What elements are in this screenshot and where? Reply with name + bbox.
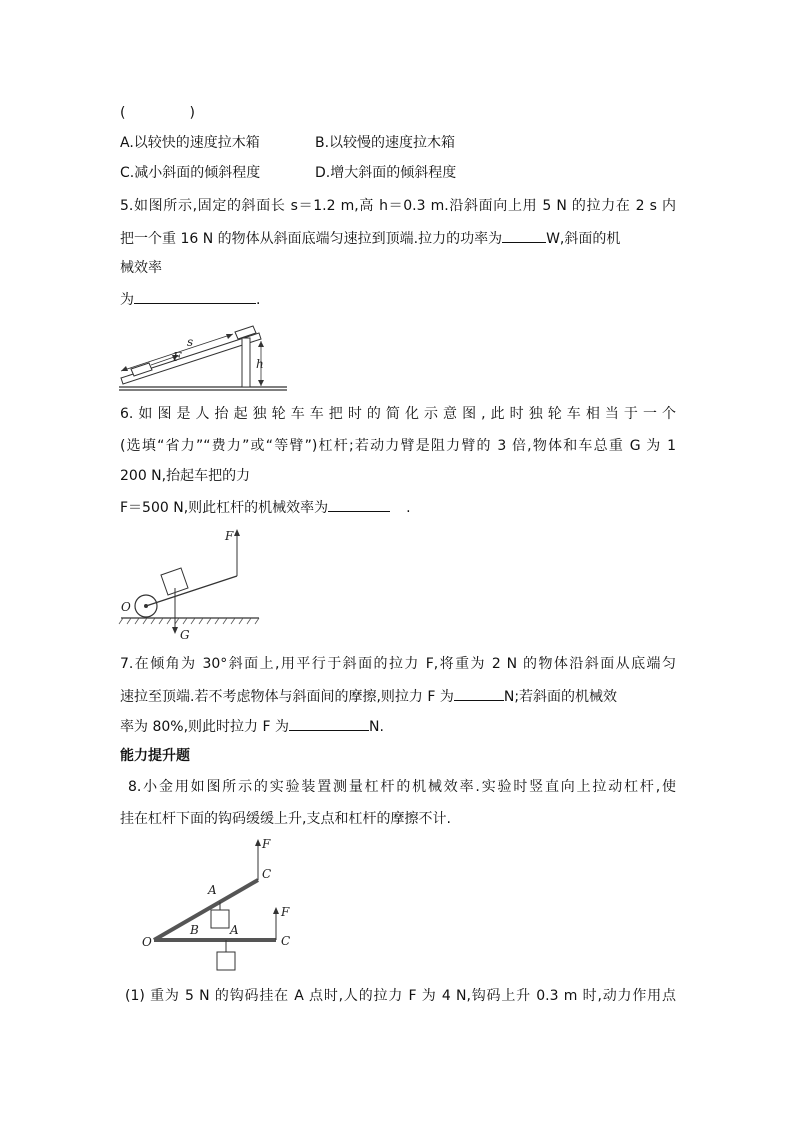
lever-arm xyxy=(146,576,237,606)
option-c: C.减小斜面的倾斜程度 xyxy=(120,165,261,181)
q7-line-3 xyxy=(120,716,384,737)
label-c-upper: C xyxy=(262,867,272,881)
q5-text-b: W,斜面的机 xyxy=(546,231,621,247)
q5-line-4 xyxy=(120,289,260,310)
q6-line-1: 6.如图是人抬起独轮车车把时的简化示意图,此时独轮车相当于一个 xyxy=(120,406,676,422)
label-f: F xyxy=(173,350,182,364)
q5-line-2 xyxy=(120,228,620,249)
q7-line-2 xyxy=(120,686,617,707)
incline-figure xyxy=(115,316,295,394)
label-b: B xyxy=(190,923,199,937)
q4-options-row-1 xyxy=(120,133,260,153)
option-d: D.增大斜面的倾斜程度 xyxy=(315,165,457,181)
answer-blank xyxy=(134,289,256,304)
q4-answer-bracket xyxy=(120,103,195,123)
label-o: O xyxy=(142,935,152,949)
q5-text-a: 把一个重 16 N 的物体从斜面底端匀速拉到顶端.拉力的功率为 xyxy=(120,231,503,247)
wheelbarrow-figure xyxy=(117,526,267,644)
q7-text-c: 率为 80%,则此时拉力 F 为 xyxy=(120,719,289,735)
label-c-lower: C xyxy=(281,934,291,948)
q7-line-1: 7.在倾角为 30°斜面上,用平行于斜面的拉力 F,将重为 2 N 的物体沿斜面从底端匀 xyxy=(120,656,676,672)
label-f: F xyxy=(225,529,234,543)
answer-blank xyxy=(289,716,369,731)
q4-options-row-2 xyxy=(120,163,260,183)
answer-blank xyxy=(502,228,546,243)
label-h: h xyxy=(256,357,264,371)
q8-line-1: 8.小金用如图所示的实验装置测量杠杆的机械效率.实验时竖直向上拉动杠杆,使 xyxy=(128,779,676,795)
option-a: A.以较快的速度拉木箱 xyxy=(120,135,260,151)
q4-option-b xyxy=(315,133,455,153)
label-f-upper: F xyxy=(262,837,271,851)
answer-blank xyxy=(454,686,504,701)
bracket-open: ( xyxy=(120,105,126,121)
q5-line-3: 械效率 xyxy=(120,260,162,276)
option-b: B.以较慢的速度拉木箱 xyxy=(315,135,456,151)
lever-experiment-figure xyxy=(140,834,310,976)
q5-line-1: 5.如图所示,固定的斜面长 s＝1.2 m,高 h＝0.3 m.沿斜面向上用 5 N 的拉力在 2 s 内 xyxy=(120,198,676,214)
q6-line-3: 200 N,抬起车把的力 xyxy=(120,468,251,484)
bracket-close: ) xyxy=(189,105,195,121)
answer-blank xyxy=(328,497,390,512)
label-a-lower: A xyxy=(230,923,239,937)
q6-text-a: F＝500 N,则此杠杆的机械效率为 xyxy=(120,500,329,516)
q7-text-b: N;若斜面的机械效 xyxy=(503,689,618,705)
section-title: 能力提升题 xyxy=(120,748,190,764)
weight-lower xyxy=(217,952,235,970)
label-o: O xyxy=(121,600,131,614)
q6-text-b: . xyxy=(406,500,411,516)
label-a-upper: A xyxy=(208,883,217,897)
label-f-lower: F xyxy=(281,905,290,919)
q8-sub-1: (1) 重为 5 N 的钩码挂在 A 点时,人的拉力 F 为 4 N,钩码上升 0.3 m 时,动力作用点 xyxy=(125,988,676,1004)
q6-line-2: (选填“省力”“费力”或“等臂”)杠杆;若动力臂是阻力臂的 3 倍,物体和车总重 G 为 1 xyxy=(120,438,676,454)
label-s: s xyxy=(187,335,194,349)
q6-line-4 xyxy=(120,497,411,518)
support-post xyxy=(242,338,250,387)
q7-text-a: 速拉至顶端.若不考虑物体与斜面间的摩擦,则拉力 F 为 xyxy=(120,689,454,705)
q7-text-d: N. xyxy=(368,719,384,735)
tilted-lever xyxy=(154,880,258,940)
weight-upper xyxy=(211,910,229,928)
q4-option-d xyxy=(315,163,456,183)
q5-text-d: . xyxy=(256,292,261,308)
q5-text-c: 为 xyxy=(120,292,134,308)
label-g: G xyxy=(180,628,190,642)
q8-line-2: 挂在杠杆下面的钩码缓缓上升,支点和杠杆的摩擦不计. xyxy=(120,811,451,827)
